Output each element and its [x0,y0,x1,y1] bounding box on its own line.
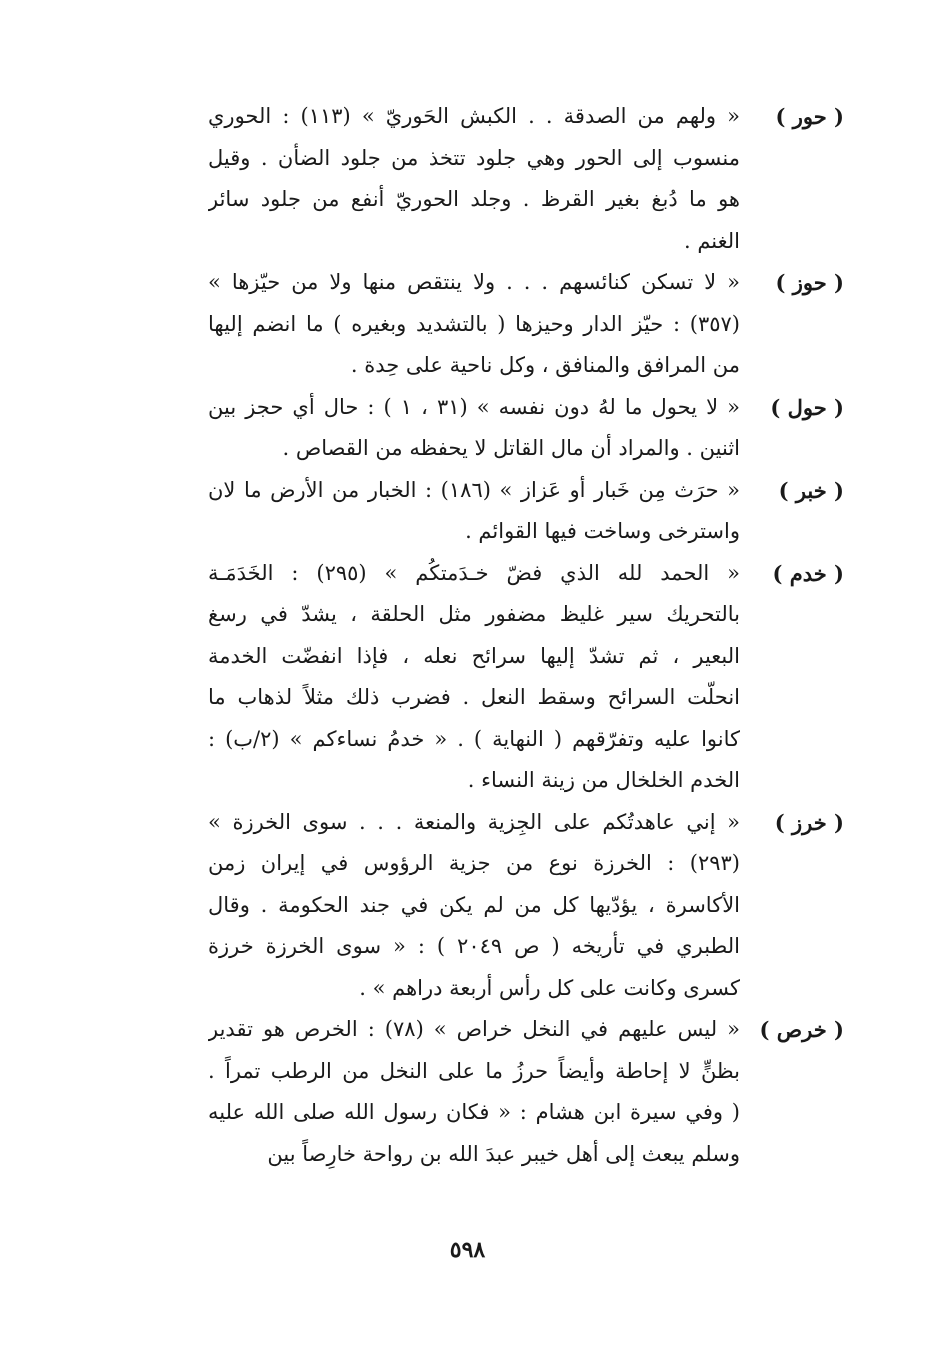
definition-line: وسلم يبعث إلى أهل خيبر عبدَ الله بن رواحة خارِصاً بين [267,1141,740,1166]
definition-line: الخدم الخلخال من زينة النساء . [467,768,740,792]
glossary-entry [176,387,844,470]
definition-line: « حرَث مِن خَبار أو عَزاز » (١٨٦) : الخبار من الأرض ما لان [208,477,740,502]
definition-line: « لا يحول ما لهُ دون نفسه » (٣١ ، ١ ) : حال أي حجز بين [208,394,740,419]
page-number: ٥٩٨ [449,1237,486,1263]
definition-line: « الحمد لله الذي فضّ خـدَمتكُم » (٢٩٥) : الخَدَمَـة [208,560,740,585]
definition-line: هو ما دُبغ بغير القرظ . وجلد الحوريّ أنفع من جلود سائر [208,187,740,211]
definition-line: من المرافق والمنافق ، وكل ناحية على حِدة . [350,353,740,377]
entry-headword: ( حوز ) [775,270,844,295]
definition-line: ( وفي سيرة ابن هشام : « فكان رسول الله صلى الله عليه [208,1100,740,1124]
definition-line: الطبري في تأريخه ( ص ٢٠٤٩ ) : « سوى الخرزة خرزة [208,934,740,958]
entry-definition [208,470,740,553]
glossary-entry [176,96,844,262]
definition-line: البعير ، ثم تشدّ إليها سرائح نعله ، فإذا انفضّت الخدمة [208,643,740,668]
definition-line: كسرى وكانت على كل رأس أربعة دراهم » . [359,975,740,1000]
entry-headword: ( خرز ) [774,809,844,835]
definition-line: (٢٩٣) : الخرزة نوع من جزية الرؤوس في إيران زمن [208,851,740,875]
glossary-entry [176,1009,844,1175]
definition-line: الغنم . [683,228,740,253]
definition-line: كانوا عليه وتفرّقهم ( النهاية ) . « خدمُ نساءكم » (٢/ب) : [208,726,740,751]
entry-definition [208,96,740,262]
entries-list [176,96,844,1175]
entry-headword: ( حول ) [770,394,844,420]
entry-headword: ( حور ) [775,104,844,129]
entry-definition [208,262,740,387]
glossary-entry [176,553,844,802]
definition-line: « لا تسكن كنائسهم . . . ولا ينتقص منها ولا من حيّزها » [208,270,740,294]
definition-line: « إني عاهدتُكم على الجِزية والمنعة . . . سوى الخرزة » [208,809,740,834]
definition-line: (٣٥٧) : حيّز الدار وحيزها ( بالتشديد وبغيره ) ما انضم إليها [208,311,740,336]
entry-definition [208,387,740,470]
entry-headword: ( خبر ) [778,477,844,503]
entry-headword: ( خدم ) [772,560,844,586]
definition-line: « ولهم من الصدقة . . الكبش الحَوريّ » (١١٣) : الحوري [208,104,740,128]
definition-line: الأكاسرة ، يؤدّيها كل من لم يكن في جند الحكومة . وقال [208,892,740,917]
definition-line: منسوب إلى الحور وهي جلود تتخذ من جلود الضأن . وقيل [208,145,740,170]
entry-definition [208,802,740,1010]
glossary-entry [176,802,844,1010]
definition-line: بظنٍّ لا إحاطة وأيضاً حرزُ ما على النخل من الرطب تمراً . [208,1058,740,1083]
entry-definition [208,553,740,802]
glossary-entry [176,262,844,387]
definition-line: انحلّت السرائح وسقط النعل . فضرب ذلك مثلاً لذهاب ما [208,685,740,709]
entry-definition [208,1009,740,1175]
definition-line: واسترخى وساخت فيها القوائم . [465,519,740,543]
definition-line: اثنين . والمراد أن مال القاتل لا يحفظه من القصاص . [282,436,740,460]
definition-line: « ليس عليهم في النخل خراص » (٧٨) : الخرص هو تقدير [208,1017,740,1041]
entry-headword: ( خرص ) [759,1017,844,1042]
definition-line: بالتحريك سير غليظ مضفور مثل الحلقة ، يشدّ في رسغ [208,602,740,626]
glossary-entry [176,470,844,553]
